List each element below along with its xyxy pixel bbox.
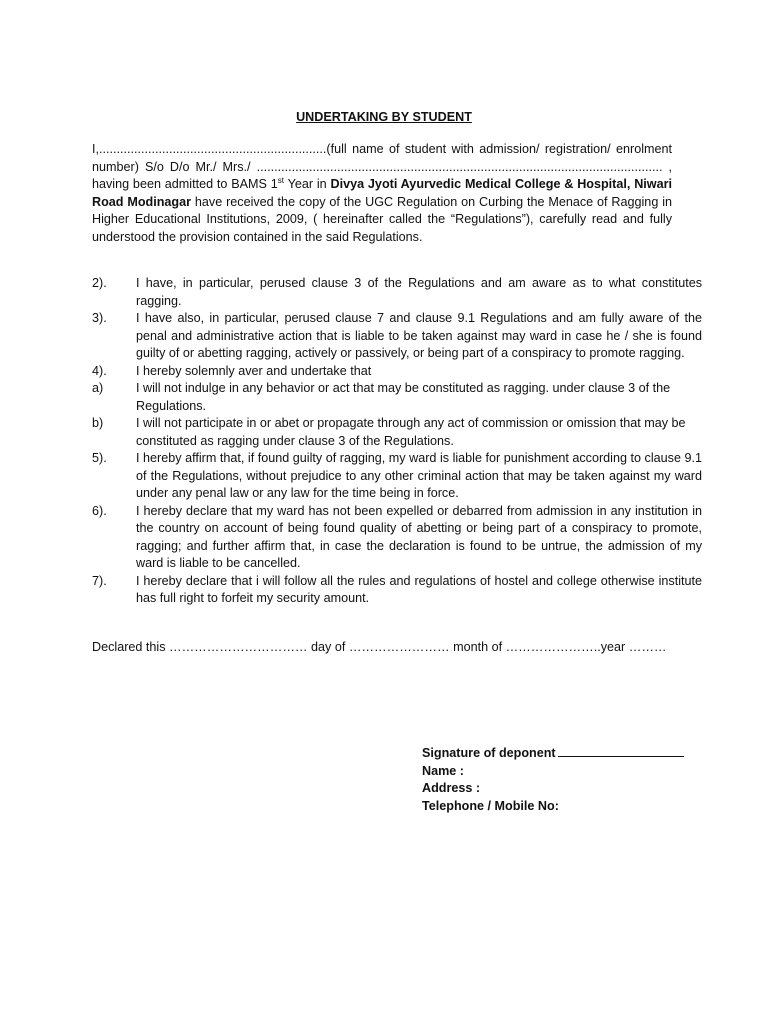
- clause-number: 3).: [92, 311, 107, 325]
- clause-item: [92, 415, 702, 450]
- clause-number: b): [92, 416, 104, 430]
- clause-text: I have also, in particular, perused clause 7 and clause 9.1 Regulations and am fully aware of the penal and administrative action that is liable to be taken against may ward in case he / she is found guilty of or abetting ragging, actively or passively, or being part of a conspiracy to promote ragging.: [136, 311, 702, 360]
- intro-text-start: I,.................................................................(full name of student with admission/ registration/ enrolment number) S/o D/o Mr./ Mrs./ .................................................................................................................... , having been admitted to BAMS 1: [92, 142, 672, 191]
- intro-paragraph: [92, 141, 672, 246]
- clause-item: [92, 275, 702, 310]
- document-title: UNDERTAKING BY STUDENT: [296, 110, 472, 124]
- clause-text: I hereby declare that my ward has not been expelled or debarred from admission in any institution in the country on account of being found quality of abetting or being part of a conspiracy to promote, ragging; and further affirm that, in case the declaration is found to be untrue, the admission of my ward is liable to be cancelled.: [136, 503, 702, 570]
- clause-text: I hereby solemnly aver and undertake that: [136, 363, 372, 378]
- signature-row: [422, 744, 722, 763]
- phone-label: Telephone / Mobile No:: [422, 798, 559, 813]
- college-name: Divya Jyoti Ayurvedic Medical College & Hospital, Niwari Road Modinagar: [92, 177, 672, 209]
- clause-item: [92, 310, 702, 363]
- intro-text-rest: have received the copy of the UGC Regulation on Curbing the Menace of Ragging in Higher Educational Institutions, 2009, ( hereinafter called the “Regulations”), carefully read and fully understood the provision contained in the said Regulations.: [92, 194, 672, 244]
- clause-item: [92, 573, 702, 608]
- clause-list: [92, 275, 702, 608]
- clause-number: 7).: [92, 573, 107, 588]
- declaration-date-line: Declared this …………………………… day of …………………… month of …………………..year ………: [92, 640, 667, 654]
- clause-item: [92, 503, 702, 573]
- name-label: Name :: [422, 763, 464, 778]
- signature-line: [558, 744, 684, 757]
- clause-text: I hereby declare that i will follow all the rules and regulations of hostel and college otherwise institute has full right to forfeit my security amount.: [136, 573, 702, 605]
- address-label: Address :: [422, 781, 481, 795]
- clause-text: I hereby affirm that, if found guilty of ragging, my ward is liable for punishment according to clause 9.1 of the Regulations, without prejudice to any other criminal action that may be taken against my ward under any penal law or any law for the time being in force.: [136, 451, 702, 500]
- clause-item: [92, 380, 702, 415]
- clause-text: I have, in particular, perused clause 3 of the Regulations and am aware as to what constitutes ragging.: [136, 276, 702, 308]
- signature-block: [422, 744, 722, 815]
- clause-number: a): [92, 381, 104, 395]
- clause-text: I will not indulge in any behavior or act that may be constituted as ragging. under clause 3 of the Regulations.: [136, 381, 671, 413]
- signature-label: Signature of deponent: [422, 746, 556, 760]
- ordinal-superscript: st: [277, 175, 284, 185]
- clause-item: [92, 363, 702, 381]
- clause-number: 5).: [92, 451, 107, 465]
- intro-year-text: Year in: [284, 177, 331, 191]
- clause-number: 2).: [92, 276, 107, 290]
- clause-number: 4).: [92, 363, 107, 378]
- clause-text: I will not participate in or abet or propagate through any act of commission or omission that may be constituted as ragging under clause 3 of the Regulations.: [136, 416, 686, 448]
- clause-number: 6).: [92, 503, 107, 518]
- clause-item: [92, 450, 702, 503]
